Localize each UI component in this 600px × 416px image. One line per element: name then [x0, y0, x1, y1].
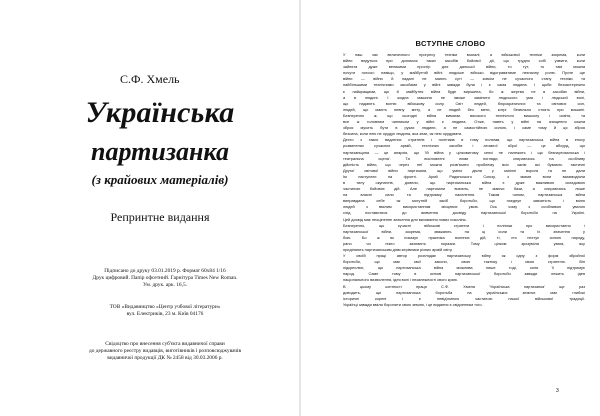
certificate-line: до державного реєстру видавців, виготівників і розповсюджувачів	[88, 348, 242, 355]
foreword-line: Безперечно, що сучасні військові стратеги і політики про використання і	[343, 222, 585, 228]
foreword-paragraph	[335, 223, 585, 253]
foreword-line: а в людині. І жодна машина не зможе замінити людського ума і людської волі,	[343, 94, 585, 100]
certificate-line: Свідоцтво про внесення суб'єкта видавничої справи	[105, 341, 225, 347]
foreword-line: партизанської війни, зокрема, зважають на ці сили та їх значення у	[343, 228, 585, 234]
title-line-2: партизанка	[91, 137, 229, 166]
foreword-line: У своїй праці автор розглядає партизанську війну як одну з форм збройної	[343, 253, 585, 259]
foreword-line: в тилу окупантів, довели, що партизанська війна є дуже важливою складовою	[343, 179, 585, 185]
foreword-line: людей, що мають певну мету, а не людей без мети, котрі безвільно стоять при машині.	[343, 106, 585, 112]
foreword-line: боротьби, що має свої закони, свою тактику і свою стратегію. Він	[343, 259, 585, 265]
foreword-line: В цьому контексті праця С.Ф. Хмеля 'Українська партизанка' ще раз	[343, 283, 585, 289]
foreword-line: їм наступати на фронті. Армії Радянського Союзу, з якими вони взаємодіяли	[343, 173, 585, 179]
foreword-line: найбільшими технічними засобами у війні завжди була і є сама людина. І щоби беззастережно	[343, 82, 585, 88]
foreword-line: партизанщина — це анархія, що 'їй війна у цілковитому сенсі не належить і що безпартизанська і	[343, 149, 585, 155]
foreword-line: народ. Саме тому в основі партизанської боротьби завжди лежить ідея	[343, 271, 585, 277]
foreword-line: війни ведуться при допомозі таких засобів бойової дії, що трудно собі уявити, коли	[343, 58, 585, 64]
foreword-line: приділяють партизанським діям керівники різних армій світу.	[343, 247, 453, 252]
edition-note: Репринтне видання	[110, 210, 210, 224]
print-info-line: Друк цифровий. Папір офсетний. Гарнітура Times New Roman.	[92, 275, 238, 282]
foreword-line: слід поставитися до вивчення досвіду партизанської боротьби на Україні.	[343, 210, 585, 216]
foreword-line: Дехто з таких видатних стратегів і політиків в тому полягав, що партизанська війна в епоху	[343, 137, 585, 143]
foreword-line: доводить, що партизанська боротьба на українських землях має глибокі	[343, 289, 585, 295]
foreword-line: частиною бойових дій. Але партизани воюють, не маючи бази, а спираючись лише	[343, 186, 585, 192]
author-name: С.Ф. Хмель	[120, 72, 180, 86]
subtitle: (з крайових матеріалів)	[91, 172, 229, 187]
foreword-paragraph	[335, 52, 585, 137]
foreword-page	[301, 0, 600, 416]
title-line-1: Українська	[85, 96, 235, 129]
foreword-line: виправдала себе як могутній засіб боротьби, що поєднує завзятість і волю	[343, 198, 585, 204]
foreword-line: Безперечно ж, що сьогодні війна вимагає високого технічного вишколу і освіти, та	[343, 112, 585, 118]
foreword-line: зброя мусить бути в руках людини, а не самостійною силою, і саме тому й ця зброя	[343, 125, 585, 131]
print-info	[80, 268, 250, 290]
print-info-line: Підписано до друку 03.01.2019 р. Формат 60x84 1/16	[104, 268, 226, 274]
foreword-line: історичні корені і є невід'ємною частиною нашої військової традиції.	[343, 295, 585, 301]
foreword-line: національного визволення, ідея волі і незалежності свого краю.	[343, 277, 458, 283]
foreword-line: дійсність війни, що через неї можна розв'язати проблему всіх часів: які бувають тактичні	[343, 161, 585, 167]
foreword-line: Українці завжди вміли боронити свою землю, і це видання є свідченням того.	[343, 301, 483, 307]
publisher-info	[80, 304, 250, 318]
foreword-line: почути голоси: навіщо, у майбутній війні людське військо відограватиме незначну ролю. Проте ще	[343, 70, 585, 76]
publisher-line: ТОВ «Видавництво «Центр учбової літератури»	[109, 304, 221, 310]
foreword-line: безсила, коли нею не орудує людина, яка знає, як нею орудувати.	[343, 131, 463, 137]
foreword-paragraph	[335, 137, 585, 222]
foreword-line: театральна сцена'. Та висловлені ними погляди, спираючись на особливу	[343, 155, 585, 161]
foreword-line: рано чи пізно зазнають поразки. Тому цілком зрозуміла увага, яку	[343, 240, 585, 246]
foreword-line: зайнята дуже великими простір для дальшої війни, то тут, то там можна	[343, 64, 585, 70]
foreword-line: війни — війни й надалі не мають суті — зовсім не сучасного стану техніки та	[343, 76, 585, 82]
foreword-line: Цей досвід має неоціненне значення для виховання нових поколінь.	[343, 216, 467, 222]
foreword-line: Другої світової війни партизани, що уміло діяли у запіллі ворога та не дали	[343, 167, 585, 173]
title-page	[0, 0, 299, 416]
foreword-line: розвинених сучасних армій, технічних засобів і атомної зброї — це абсурд, що	[343, 143, 585, 149]
foreword-line: підкреслює, що партизанська війна можлива лише тоді, коли її підтримує	[343, 265, 585, 271]
foreword-line: що надають вогню військову силу. Світ людей, бюрократичних та світових сил,	[343, 100, 585, 106]
publisher-line: вул. Електриків, 23 м. Київ 04176	[126, 311, 204, 318]
foreword-line: бою. Бо ж як показує практика воєнних дій, ті, хто нехтує силою народу,	[343, 234, 585, 240]
foreword-line: є найкращими, що й майбутня війна буде вирішена, бо ж жертва не в засобах війни,	[343, 88, 585, 94]
registration-certificate	[80, 341, 250, 363]
print-info-line: Ум. друк. арк. 16,5.	[142, 282, 187, 289]
foreword-heading: ВСТУПНЕ СЛОВО	[415, 39, 486, 48]
page-number: 3	[556, 388, 559, 394]
foreword-body	[335, 52, 585, 308]
foreword-paragraph	[335, 284, 585, 308]
foreword-paragraph	[335, 253, 585, 283]
foreword-line: на власні сили та підтримку населення. Таким чином, партизанська війна	[343, 192, 585, 198]
certificate-line: видавничої продукції ДК № 2458 від 30.03.2006 р.	[107, 355, 223, 362]
foreword-line: У наш час величезного прогресу техніки взагалі, а військової техніки зокрема, коли	[343, 52, 585, 57]
foreword-line: все ж головним чинником у війні є людина. Отже, навіть у війні на знищення кожна	[343, 119, 585, 125]
foreword-line: людей з вмілим використанням місцевих умов. Ось чому з особливою увагою	[343, 204, 585, 210]
